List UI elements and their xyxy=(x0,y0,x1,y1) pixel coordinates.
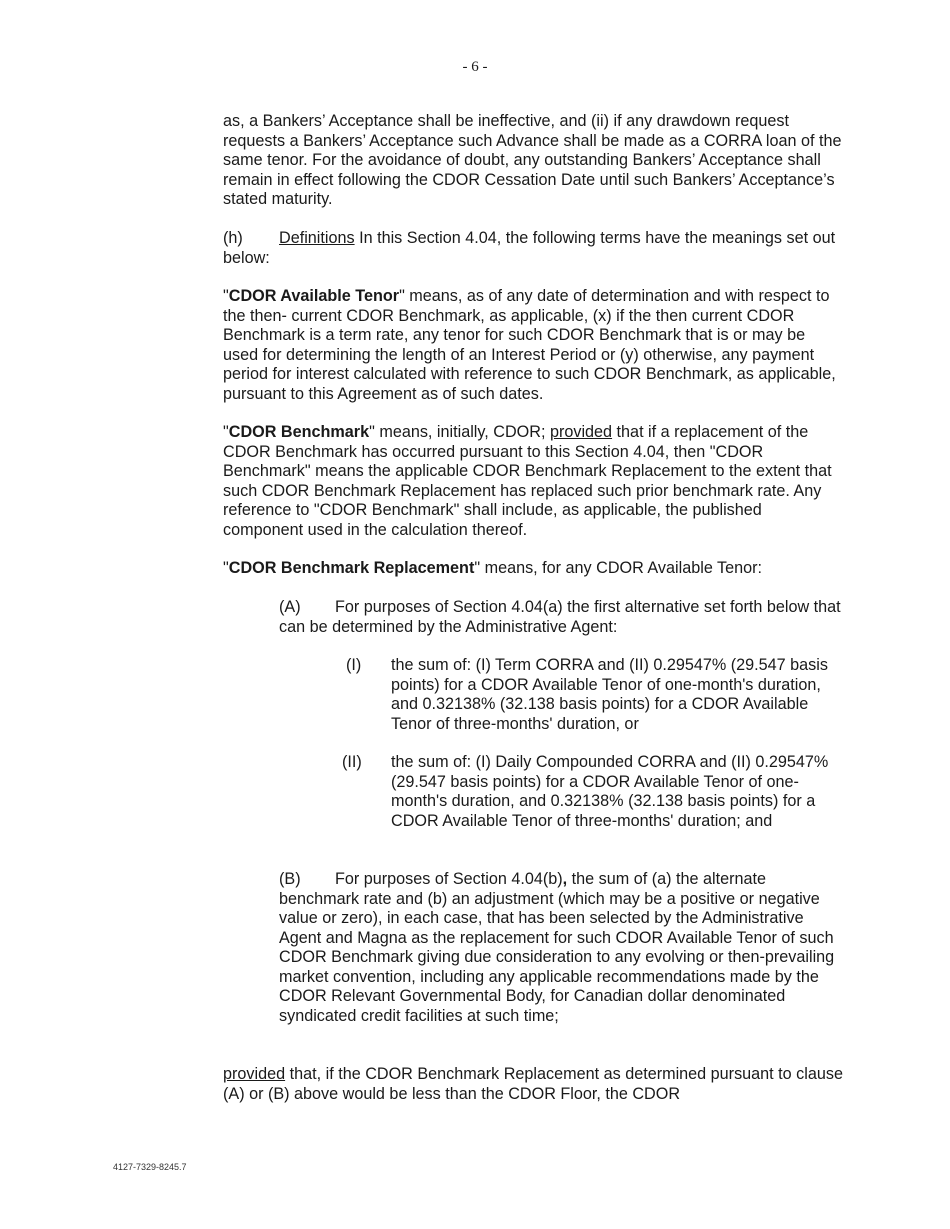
paragraph-h xyxy=(223,229,843,268)
clause-label-ii: (II) xyxy=(342,753,362,771)
definition-text: " means, for any CDOR Available Tenor: xyxy=(474,559,763,577)
definition-text: " means, as of any date of determination and with respect to the then- current CDOR Benchmark, as applicable, (x) if the then current CDOR Benchmark is a term rate, any tenor for such CDOR Benchmark that is or may be used for determining the length of an Interest Period or (y) otherwise, any payment period for interest calculated with reference to such CDOR Benchmark, as applicable, pursuant to this Agreement as of such dates. xyxy=(223,287,836,403)
clause-b-text-cont: the sum of (a) the alternate benchmark rate and (b) an adjustment (which may be a positive or negative value or zero), in each case, that has been selected by the Administrative Agent and Magna as the replacement for such CDOR Available Tenor of such CDOR Benchmark giving due consideration to any evolving or then-prevailing market convention, including any applicable recommendations made by the CDOR Relevant Governmental Body, for Canadian dollar denominated syndicated credit facilities at such time; xyxy=(279,870,835,1025)
definition-text: " means, initially, CDOR; xyxy=(369,423,550,441)
definition-cdor-benchmark xyxy=(223,423,843,540)
defined-term: CDOR Benchmark xyxy=(228,423,370,441)
definition-cdor-benchmark-replacement xyxy=(223,559,843,579)
definition-cdor-available-tenor xyxy=(223,287,843,404)
clause-b-comma: , xyxy=(562,870,568,888)
clause-b xyxy=(279,870,843,1026)
paragraph-provided xyxy=(223,1065,843,1104)
page-number: - 6 - xyxy=(462,59,488,75)
definitions-heading: Definitions xyxy=(279,229,355,247)
clause-ii: the sum of: (I) Daily Compounded CORRA and (II) 0.29547% (29.547 basis points) for a CDOR Available Tenor of one-month's duration, and 0.32138% (32.138 basis points) for a CDOR Available Tenor of three-months' duration; and xyxy=(391,753,829,830)
clause-a xyxy=(279,598,843,637)
paragraph-continuation: as, a Bankers’ Acceptance shall be ineffective, and (ii) if any drawdown request requests a Bankers’ Acceptance such Advance shall be made as a CORRA loan of the same tenor. For the avoidance of doubt, any outstanding Bankers’ Acceptance shall remain in effect following the CDOR Cessation Date until such Bankers’ Acceptance’s stated maturity. xyxy=(223,112,842,208)
clause-b-text: For purposes of Section 4.04(b) xyxy=(335,870,563,888)
clause-label-h: (h) xyxy=(223,229,243,247)
clause-i: the sum of: (I) Term CORRA and (II) 0.29547% (29.547 basis points) for a CDOR Available Tenor of one-month's duration, and 0.32138% (32.138 basis points) for a CDOR Available Tenor of three-months' duration, or xyxy=(391,656,828,733)
provided-term: provided xyxy=(223,1065,286,1083)
clause-label-b: (B) xyxy=(279,870,301,888)
open-quote: " xyxy=(223,423,229,441)
document-id-footer: 4127-7329-8245.7 xyxy=(113,1162,187,1172)
clause-a-text: For purposes of Section 4.04(a) the first alternative set forth below that can be determined by the Administrative Agent: xyxy=(279,598,841,636)
clause-label-i: (I) xyxy=(346,656,362,674)
paragraph-provided-text: that, if the CDOR Benchmark Replacement as determined pursuant to clause (A) or (B) above would be less than the CDOR Floor, the CDOR xyxy=(223,1065,843,1103)
defined-term: CDOR Available Tenor xyxy=(228,287,400,305)
open-quote: " xyxy=(223,559,229,577)
defined-term: CDOR Benchmark Replacement xyxy=(228,559,475,577)
clause-label-a: (A) xyxy=(279,598,301,616)
provided-term: provided xyxy=(549,423,613,441)
paragraph-h-text: In this Section 4.04, the following terms have the meanings set out below: xyxy=(223,229,836,267)
open-quote: " xyxy=(223,287,229,305)
definition-text-cont: that if a replacement of the CDOR Benchmark has occurred pursuant to this Section 4.04, then "CDOR Benchmark" means the applicable CDOR Benchmark Replacement to the extent that such CDOR Benchmark Replacement has replaced such prior benchmark rate. Any reference to "CDOR Benchmark" shall include, as applicable, the published component used in the calculation thereof. xyxy=(223,423,832,539)
